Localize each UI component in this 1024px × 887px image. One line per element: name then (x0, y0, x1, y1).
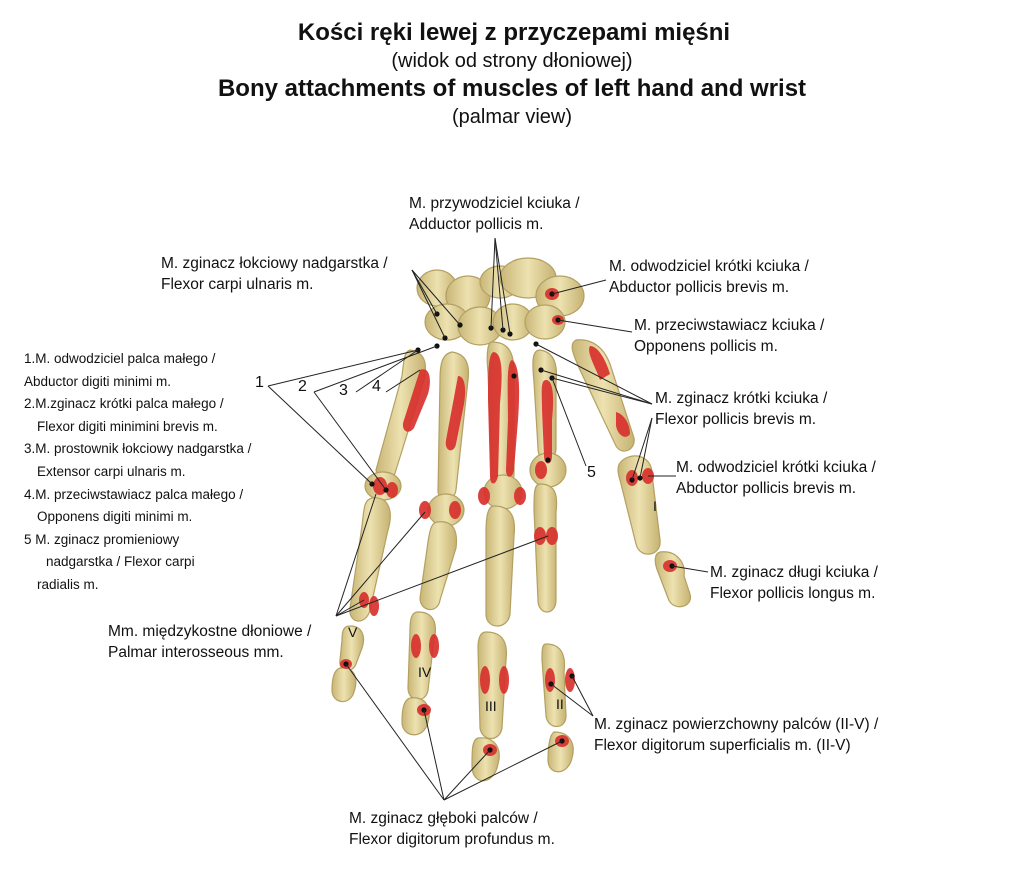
legend-line: nadgarstka / Flexor carpi (46, 554, 195, 570)
legend-line: Extensor carpi ulnaris m. (37, 463, 186, 479)
label-flexor-digitorum-superficialis: M. zginacz powierzchowny palców (II-V) / Flexor digitorum superficialis m. (II-V) (594, 716, 879, 754)
label-abductor-pollicis-brevis-top: M. odwodziciel krótki kciuka / Abductor pollicis brevis m. (609, 258, 809, 296)
label-flexor-carpi-ulnaris: M. zginacz łokciowy nadgarstka / Flexor carpi ulnaris m. (161, 255, 388, 293)
legend-line: Abductor digiti minimi m. (24, 373, 172, 389)
marker-number-3: 3 (339, 382, 348, 399)
label-adductor-pollicis: M. przywodziciel kciuka / Adductor pollicis m. (409, 195, 580, 233)
label-palmar-interosseous: Mm. międzykostne dłoniowe / Palmar interosseous mm. (108, 623, 312, 661)
legend-line: 2.M.zginacz krótki palca małego / (24, 396, 224, 412)
finger-iii-phalanges (472, 506, 514, 781)
title-polish: Kości ręki lewej z przyczepami mięśni (297, 19, 731, 46)
legend-line: radialis m. (37, 576, 99, 592)
legend-line: 1.M. odwodziciel palca małego / (24, 351, 216, 366)
finger-label-i: I (653, 498, 657, 514)
subtitle-polish: (widok od strony dłoniowej) (391, 50, 633, 72)
finger-label-ii: II (556, 696, 564, 712)
legend-line: 4.M. przeciwstawiacz palca małego / (24, 486, 244, 502)
label-opponens-pollicis: M. przeciwstawiacz kciuka / Opponens pollicis m. (634, 317, 825, 355)
legend-line: 3.M. prostownik łokciowy nadgarstka / (24, 441, 252, 457)
finger-iv-phalanges (402, 522, 456, 735)
label-flexor-pollicis-longus: M. zginacz długi kciuka / Flexor pollicis longus m. (710, 564, 878, 602)
finger-label-v: V (348, 624, 358, 640)
legend (24, 348, 251, 597)
subtitle-english: (palmar view) (451, 106, 573, 128)
label-flexor-pollicis-brevis: M. zginacz krótki kciuka / Flexor pollicis brevis m. (655, 390, 828, 428)
marker-number-4: 4 (372, 378, 381, 395)
legend-line: 5 M. zginacz promieniowy (24, 531, 180, 547)
label-abductor-pollicis-brevis-low: M. odwodziciel krótki kciuka / Abductor pollicis brevis m. (676, 459, 876, 497)
label-flexor-digitorum-profundus: M. zginacz głęboki palców / Flexor digitorum profundus m. (349, 810, 555, 848)
legend-line: Flexor digiti minimini brevis m. (37, 418, 218, 434)
marker-number-2: 2 (298, 378, 307, 395)
marker-number-1: 1 (255, 374, 264, 391)
legend-line: Opponens digiti minimi m. (37, 509, 193, 525)
title-english: Bony attachments of muscles of left hand and wrist (217, 75, 807, 102)
finger-label-iv: IV (418, 664, 432, 680)
marker-number-5: 5 (587, 464, 596, 481)
finger-label-iii: III (485, 698, 497, 714)
